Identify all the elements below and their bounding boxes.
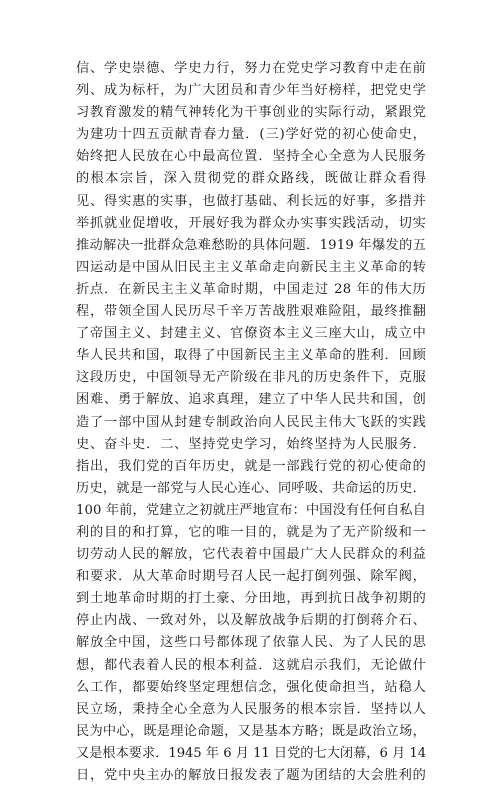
text-line: 民立场，秉持全心全意为人民服务的根本宗旨．坚持以人 bbox=[76, 701, 426, 717]
text-line: 为建功十四五贡献青春力量．(三)学好党的初心使命史， bbox=[76, 127, 426, 143]
text-line: 见、得实惠的实事，也做打基础、利长远的好事，多措并 bbox=[76, 193, 426, 209]
text-line: 困难、勇于解放、追求真理，建立了中华人民共和国，创 bbox=[76, 392, 426, 408]
text-line: 和要求．从大革命时期号召人民一起打倒列强、除军阀， bbox=[76, 569, 426, 585]
text-line: 民为中心，既是理论命题，又是基本方略；既是政治立场， bbox=[76, 723, 426, 739]
text-line: 停止内战、一致对外，以及解放战争后期的打倒蒋介石、 bbox=[76, 613, 426, 629]
text-line: 历史，就是一部党与人民心连心、同呼吸、共命运的历史． bbox=[76, 480, 426, 496]
text-line: 推动解决一批群众急难愁盼的具体问题．1919 年爆发的五 bbox=[76, 237, 426, 253]
text-line: 程，带领全国人民历尽千辛万苦战胜艰难险阻，最终推翻 bbox=[76, 304, 426, 320]
text-line: 史、奋斗史．二、坚持党史学习，始终坚持为人民服务． bbox=[76, 436, 426, 452]
text-line: 造了一部中国从封建专制政治向人民民主伟大飞跃的实践 bbox=[76, 414, 426, 430]
text-line: 四运动是中国从旧民主主义革命走向新民主主义革命的转 bbox=[76, 259, 426, 275]
text-line: 又是根本要求．1945 年 6 月 11 日党的七大闭幕，6 月 14 bbox=[76, 745, 426, 761]
text-line: 习教育激发的精气神转化为干事创业的实际行动，紧跟党 bbox=[76, 105, 426, 121]
text-line: 日，党中央主办的解放日报发表了题为团结的大会胜利的 bbox=[76, 768, 426, 783]
text-line: 这段历史，中国领导无产阶级在非凡的历史条件下，克服 bbox=[76, 370, 426, 386]
text-line: 利的目的和打算，它的唯一目的，就是为了无产阶级和一 bbox=[76, 524, 426, 540]
text-line: 列、成为标杆，为广大团员和青少年当好榜样，把党史学 bbox=[76, 83, 426, 99]
text-line: 解放全中国，这些口号都体现了依靠人民、为了人民的思 bbox=[76, 635, 426, 651]
text-line: 指出，我们党的百年历史，就是一部践行党的初心使命的 bbox=[76, 458, 426, 474]
text-line: 么工作，都要始终坚定理想信念，强化使命担当，站稳人 bbox=[76, 679, 426, 695]
body-text bbox=[76, 58, 426, 787]
text-line: 的根本宗旨，深入贯彻党的群众路线，既做让群众看得 bbox=[76, 171, 426, 187]
text-line: 华人民共和国，取得了中国新民主主义革命的胜利．回顾 bbox=[76, 348, 426, 364]
text-line: 到土地革命时期的打土豪、分田地，再到抗日战争初期的 bbox=[76, 591, 426, 607]
text-line: 切劳动人民的解放，它代表着中国最广大人民群众的利益 bbox=[76, 547, 426, 563]
text-line: 信、学史崇德、学史力行，努力在党史学习教育中走在前 bbox=[76, 61, 426, 76]
text-line: 折点．在新民主主义革命时期，中国走过 28 年的伟大历 bbox=[76, 281, 426, 297]
text-line: 举抓就业促增收，开展好我为群众办实事实践活动，切实 bbox=[76, 215, 426, 231]
text-line: 始终把人民放在心中最高位置．坚持全心全意为人民服务 bbox=[76, 149, 426, 165]
text-line: 100 年前，党建立之初就庄严地宣布：中国没有任何自私自 bbox=[76, 502, 426, 518]
text-line: 了帝国主义、封建主义、官僚资本主义三座大山，成立中 bbox=[76, 326, 426, 342]
text-line: 想，都代表着人民的根本利益．这就启示我们，无论做什 bbox=[76, 657, 426, 673]
